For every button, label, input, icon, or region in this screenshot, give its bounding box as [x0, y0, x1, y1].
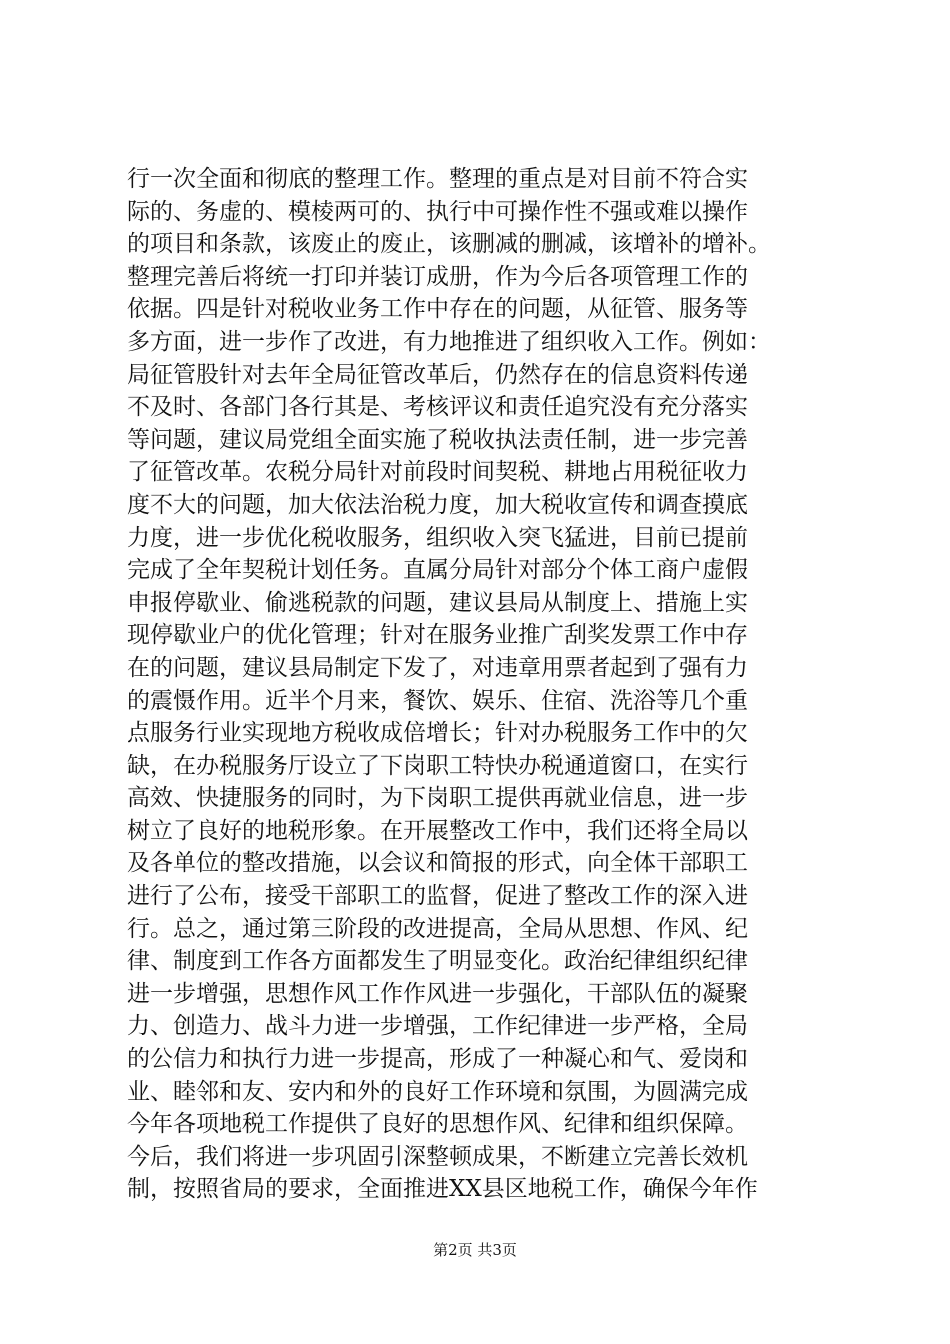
text-line: 进行了公布，接受干部职工的监督，促进了整改工作的深入进: [127, 883, 748, 910]
body-paragraph: [127, 163, 837, 1206]
text-line: 行。总之，通过第三阶段的改进提高，全局从思想、作风、纪: [127, 915, 748, 942]
text-line: 点服务行业实现地方税收成倍增长；针对办税服务工作中的欠: [127, 720, 748, 747]
text-line: 进一步增强，思想作风工作作风进一步强化，干部队伍的凝聚: [127, 980, 748, 1007]
text-line: 力、创造力、战斗力进一步增强，工作纪律进一步严格，全局: [127, 1013, 748, 1040]
text-line: 制，按照省局的要求，全面推进XX县区地税工作，确保今年作: [127, 1176, 758, 1203]
text-line: 树立了良好的地税形象。在开展整改工作中，我们还将全局以: [127, 817, 748, 844]
page-number-footer: 第2页 共3页: [433, 1241, 517, 1259]
text-line: 律、制度到工作各方面都发生了明显变化。政治纪律组织纪律: [127, 948, 748, 975]
text-line: 依据。四是针对税收业务工作中存在的问题，从征管、服务等: [127, 296, 748, 323]
text-line: 度不大的问题，加大依法治税力度，加大税收宣传和调查摸底: [127, 491, 748, 518]
text-line: 等问题，建议局党组全面实施了税收执法责任制，进一步完善: [127, 426, 748, 453]
text-line: 在的问题，建议县局制定下发了，对违章用票者起到了强有力: [127, 654, 748, 681]
text-line: 申报停歇业、偷逃税款的问题，建议县局从制度上、措施上实: [127, 589, 748, 616]
text-line: 今年各项地税工作提供了良好的思想作风、纪律和组织保障。: [127, 1111, 748, 1138]
text-line: 业、睦邻和友、安内和外的良好工作环境和氛围，为圆满完成: [127, 1078, 748, 1105]
text-line: 了征管改革。农税分局针对前段时间契税、耕地占用税征收力: [127, 459, 748, 486]
text-line: 行一次全面和彻底的整理工作。整理的重点是对目前不符合实: [127, 166, 748, 192]
text-line: 高效、快捷服务的同时，为下岗职工提供再就业信息，进一步: [127, 785, 748, 812]
text-line: 力度，进一步优化税收服务，组织收入突飞猛进，目前已提前: [127, 524, 748, 551]
text-line: 今后，我们将进一步巩固引深整顿成果，不断建立完善长效机: [127, 1143, 748, 1170]
text-line: 局征管股针对去年全局征管改革后，仍然存在的信息资料传递: [127, 361, 748, 388]
text-line: 整理完善后将统一打印并装订成册，作为今后各项管理工作的: [127, 263, 748, 290]
text-line: 的公信力和执行力进一步提高，形成了一种凝心和气、爱岗和: [127, 1046, 748, 1073]
text-line: 现停歇业户的优化管理；针对在服务业推广刮奖发票工作中存: [127, 622, 748, 649]
text-line: 多方面，进一步作了改进，有力地推进了组织收入工作。例如：: [127, 328, 771, 355]
text-line: 完成了全年契税计划任务。直属分局针对部分个体工商户虚假: [127, 557, 748, 584]
text-line: 的项目和条款，该废止的废止，该删减的删减，该增补的增补。: [127, 231, 771, 258]
text-line: 及各单位的整改措施，以会议和简报的形式，向全体干部职工: [127, 850, 748, 877]
text-line: 际的、务虚的、模棱两可的、执行中可操作性不强或难以操作: [127, 198, 748, 225]
text-line: 缺，在办税服务厅设立了下岗职工特快办税通道窗口，在实行: [127, 752, 748, 779]
text-line: 不及时、各部门各行其是、考核评议和责任追究没有充分落实: [127, 394, 748, 421]
text-line: 的震慑作用。近半个月来，餐饮、娱乐、住宿、洗浴等几个重: [127, 687, 748, 714]
